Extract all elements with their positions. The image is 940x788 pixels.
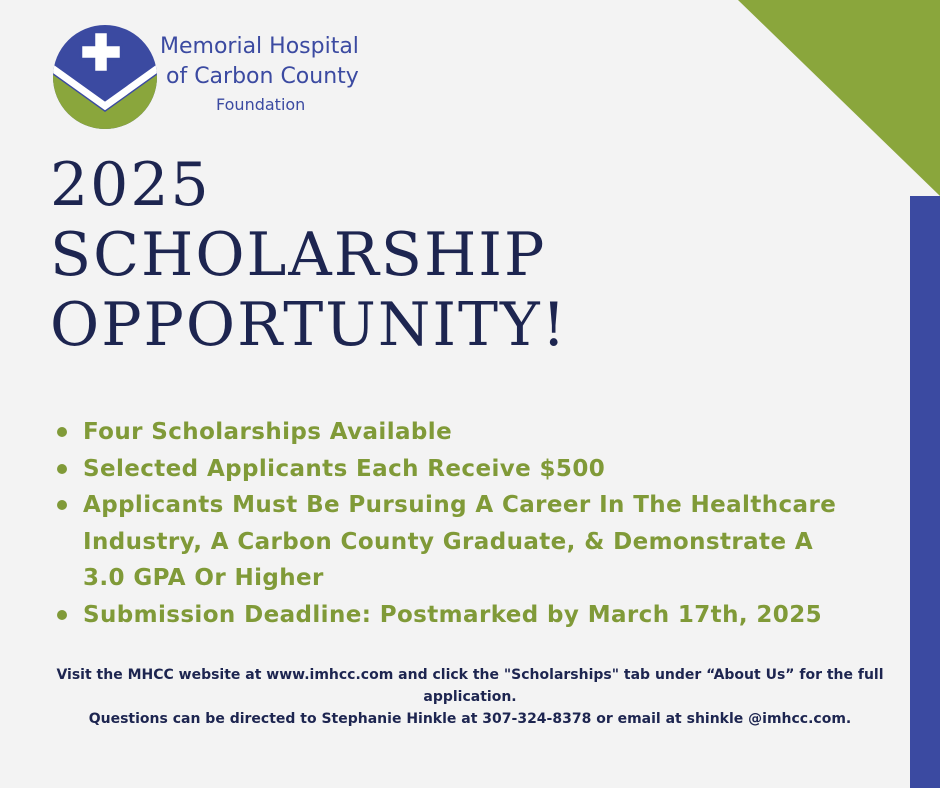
bullet-scholarships-available: Four Scholarships Available [55,414,905,451]
blue-side-bar [910,196,940,788]
bullet-list [55,414,905,633]
headline [50,150,568,360]
organization-name [160,32,359,116]
footer-contact-line: Questions can be directed to Stephanie Hinkle at 307-324-8378 or email at shinkle @imhcc.com. [88,711,852,727]
org-name-line3: Foundation [216,95,306,114]
bullet-deadline: Submission Deadline: Postmarked by March 17th, 2025 [55,597,905,634]
green-corner-decoration [738,0,940,196]
headline-year: 2025 [50,150,211,220]
headline-opportunity: OPPORTUNITY! [50,290,568,360]
org-name-line1: Memorial Hospital [160,34,359,59]
medical-cross-logo-icon [52,24,158,130]
org-name-line2: of Carbon County [166,64,359,89]
headline-scholarship: SCHOLARSHIP [50,220,547,290]
bullet-requirements: Applicants Must Be Pursuing A Career In The Healthcare Industry, A Carbon County Graduate, & Demonstrate A 3.0 GPA Or Higher [55,487,905,597]
bullet-award-amount: Selected Applicants Each Receive $500 [55,451,905,488]
footer-info [40,664,900,730]
footer-website-line: Visit the MHCC website at www.imhcc.com and click the "Scholarships" tab under “About Us” for the full application. [56,667,884,705]
